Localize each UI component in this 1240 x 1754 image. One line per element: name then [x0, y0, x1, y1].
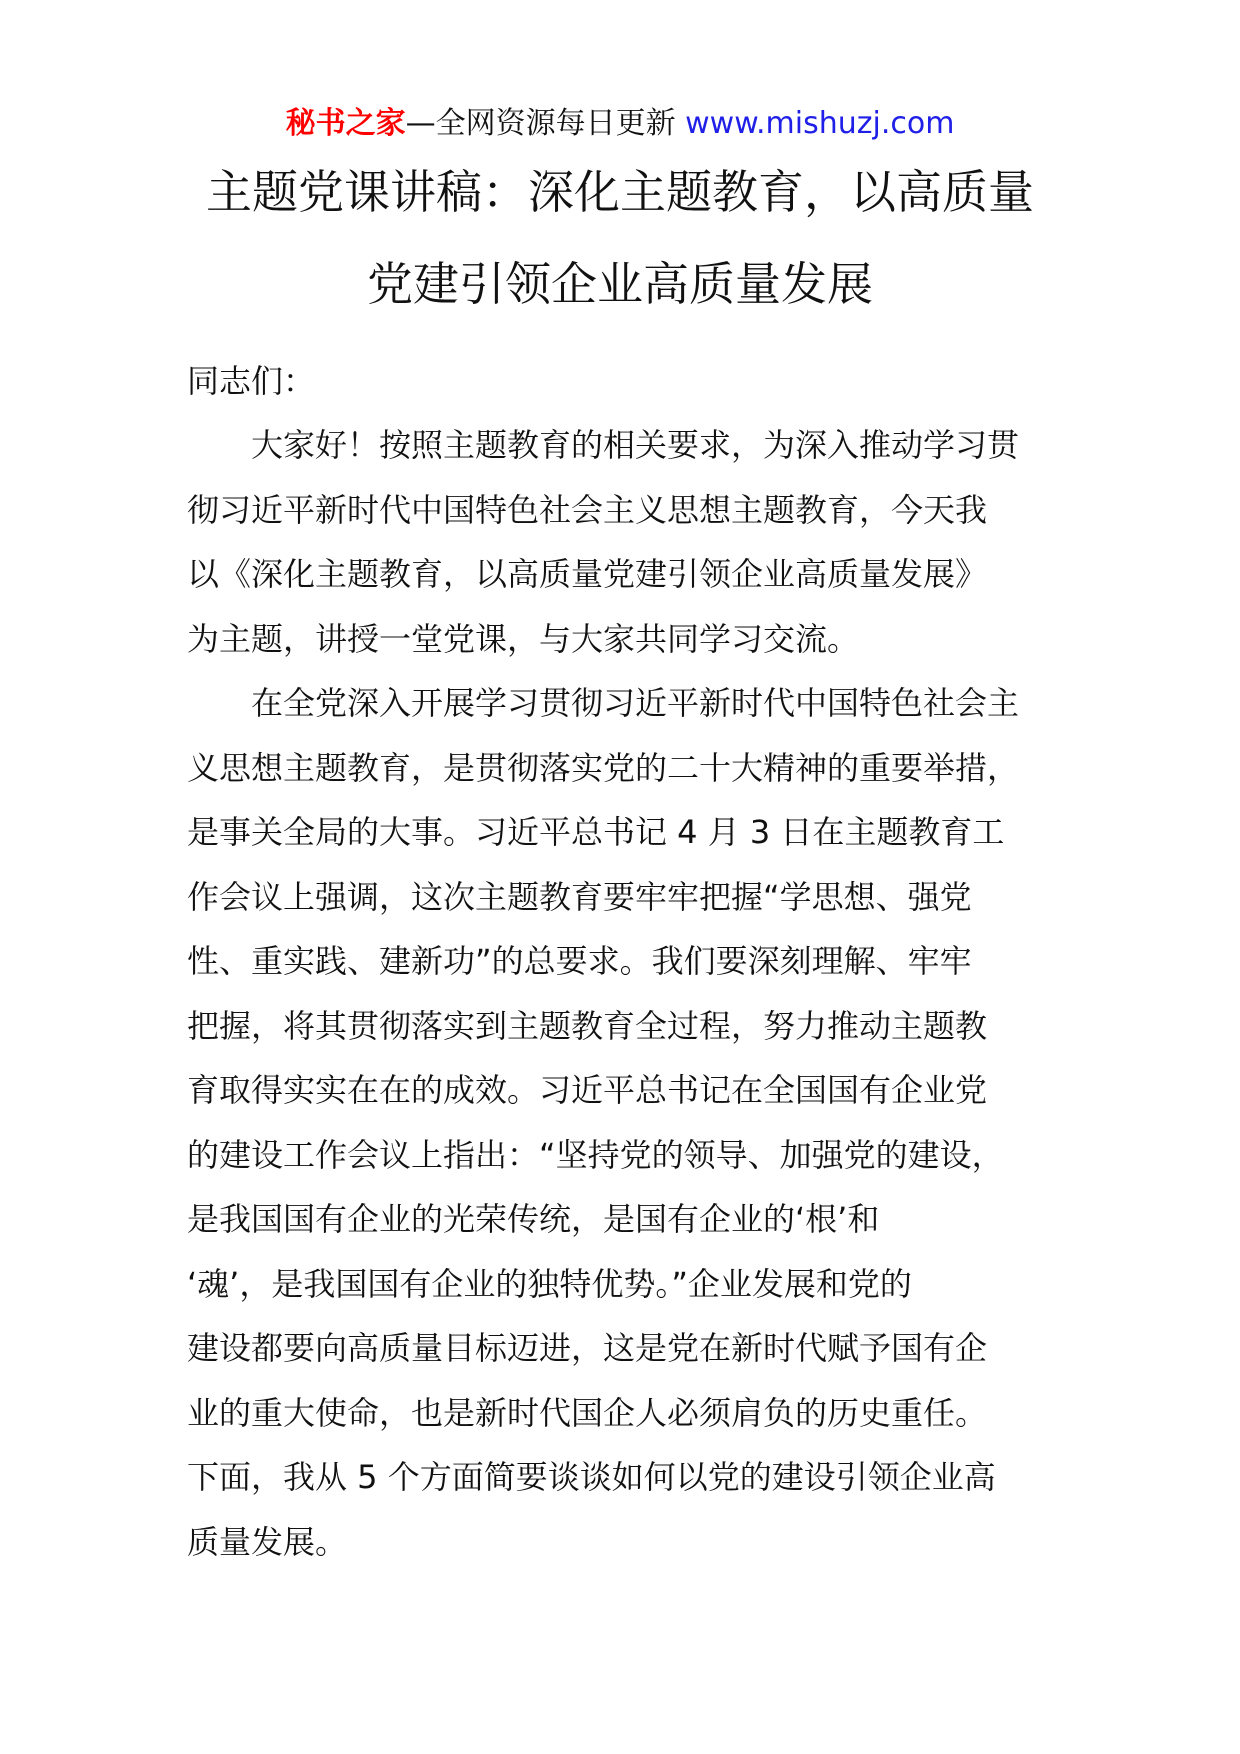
- paragraph-line: 大家好！按照主题教育的相关要求，为深入推动学习贯: [187, 426, 1020, 464]
- document-title-line-1: 主题党课讲稿：深化主题教育，以高质量: [206, 165, 1034, 219]
- brand-name: 秘书之家: [285, 106, 406, 141]
- paragraph-line: 育取得实实在在的成效。习近平总书记在全国国有企业党: [187, 1071, 988, 1109]
- paragraph-line: 下面，我从 5 个方面简要谈谈如何以党的建设引领企业高: [187, 1458, 996, 1496]
- paragraph-line: 是事关全局的大事。习近平总书记 4 月 3 日在主题教育工: [187, 813, 1005, 851]
- paragraph-line: 彻习近平新时代中国特色社会主义思想主题教育，今天我: [187, 490, 988, 529]
- paragraph-line: 质量发展。: [187, 1522, 348, 1561]
- paragraph-line: 性、重实践、建新功”的总要求。我们要深刻理解、牢牢: [187, 942, 972, 980]
- paragraph-line: 作会议上强调，这次主题教育要牢牢把握“学思想、强党: [187, 877, 972, 916]
- paragraph-line: 建设都要向高质量目标迈进，这是党在新时代赋予国有企: [187, 1329, 988, 1367]
- document-title-line-2: 党建引领企业高质量发展: [367, 257, 873, 311]
- paragraph-line: 在全党深入开展学习贯彻习近平新时代中国特色社会主: [187, 684, 1020, 722]
- paragraph-line: 业的重大使命，也是新时代国企人必须肩负的历史重任。: [187, 1393, 988, 1432]
- paragraph-1: [187, 413, 1067, 671]
- brand-tagline: —全网资源每日更新: [405, 106, 676, 141]
- greeting: 同志们：: [187, 362, 316, 400]
- paragraph-2: [187, 671, 1067, 1574]
- paragraph-line: 义思想主题教育，是贯彻落实党的二十大精神的重要举措，: [187, 748, 1020, 787]
- paragraph-line: 的建设工作会议上指出：“坚持党的领导、加强党的建设，: [187, 1135, 1004, 1174]
- paragraph-line: 是我国国有企业的光荣传统，是国有企业的‘根’和: [187, 1200, 880, 1238]
- site-watermark-header: [0, 104, 1240, 144]
- paragraph-line: 把握，将其贯彻落实到主题教育全过程，努力推动主题教: [187, 1006, 988, 1045]
- body-paragraphs: [187, 413, 1067, 1574]
- paragraph-line: ‘魂’，是我国国有企业的独特优势。”企业发展和党的: [187, 1264, 912, 1303]
- paragraph-line: 以《深化主题教育，以高质量党建引领企业高质量发展》: [187, 555, 988, 593]
- site-url-link[interactable]: www.mishuzj.com: [685, 106, 955, 141]
- paragraph-line: 为主题，讲授一堂党课，与大家共同学习交流。: [187, 619, 860, 658]
